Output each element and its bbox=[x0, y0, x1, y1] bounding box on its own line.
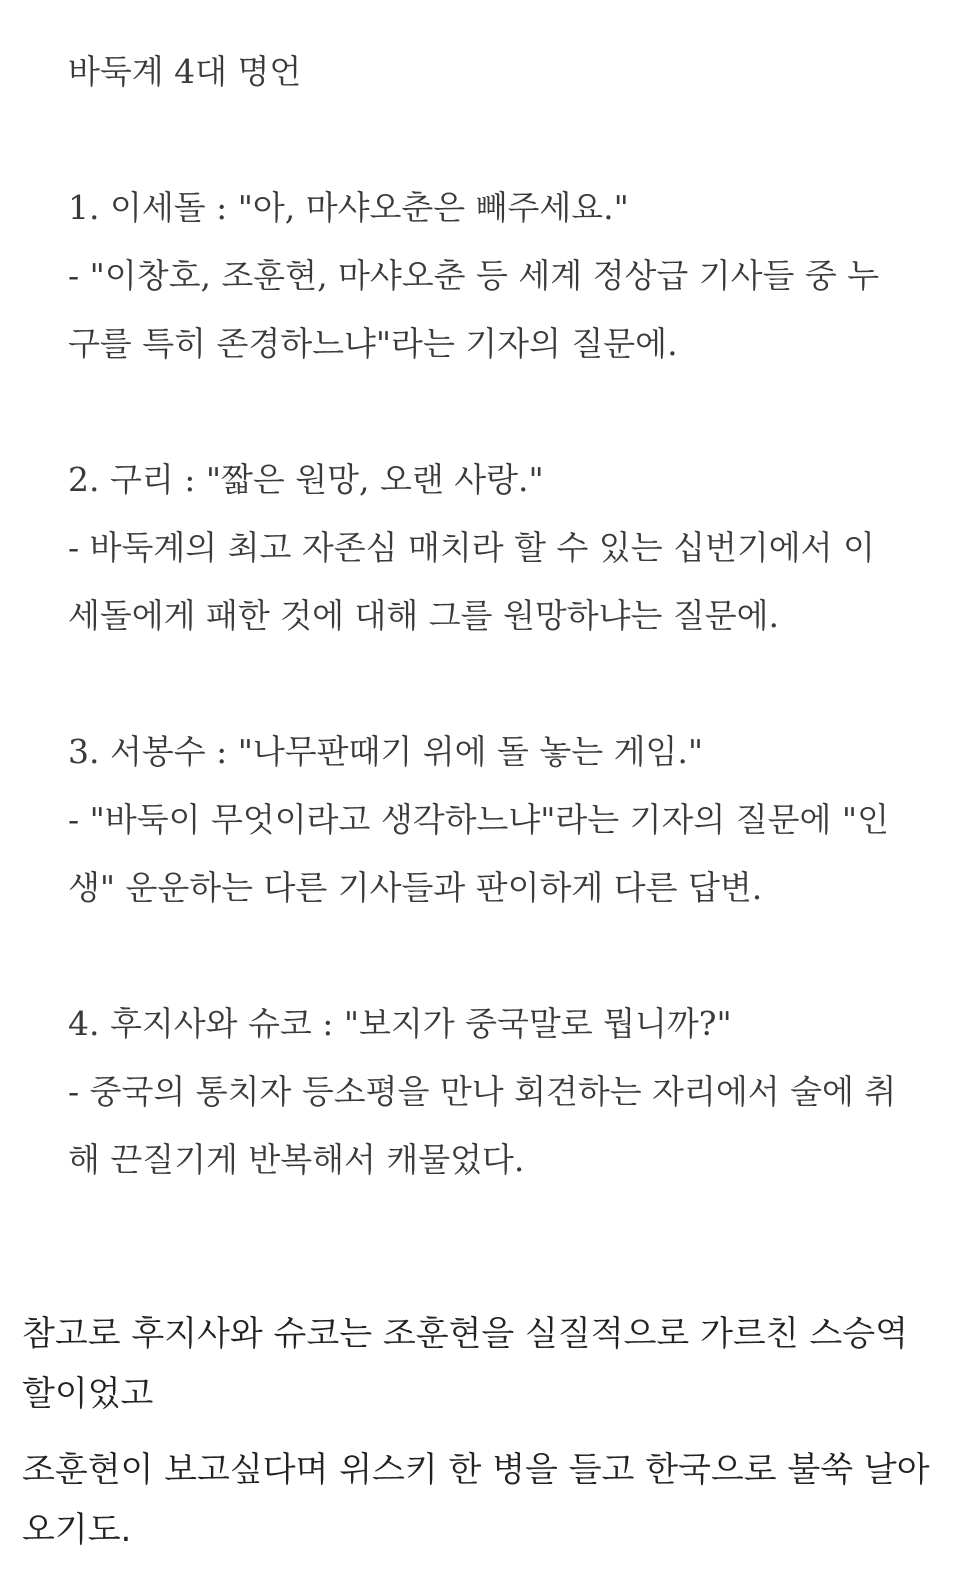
quote-line: 2. 구리 : "짧은 원망, 오랜 사랑." bbox=[68, 460, 544, 499]
quote-explanation: - 바둑계의 최고 자존심 매치라 할 수 있는 십번기에서 이세돌에게 패한 것에 대해 그를 원망하냐는 질문에. bbox=[68, 528, 875, 635]
note-paragraph: 조훈현이 보고싶다며 위스키 한 병을 들고 한국으로 불쑥 날아오기도. bbox=[22, 1450, 930, 1550]
quote-line: 3. 서봉수 : "나무판때기 위에 돌 놓는 게임." bbox=[68, 732, 704, 771]
quote-item-3 bbox=[68, 718, 898, 922]
article-title: 바둑계 4대 명언 bbox=[68, 52, 302, 91]
quote-line: 4. 후지사와 슈코 : "보지가 중국말로 뭡니까?" bbox=[68, 1004, 732, 1043]
quote-explanation: - "이창호, 조훈현, 마샤오춘 등 세계 정상급 기사들 중 누구를 특히 존경하느냐"라는 기자의 질문에. bbox=[68, 256, 880, 363]
quote-block bbox=[68, 38, 898, 1262]
quote-item-2 bbox=[68, 446, 898, 650]
quote-line: 1. 이세돌 : "아, 마샤오춘은 빼주세요." bbox=[68, 188, 629, 227]
quote-item-4 bbox=[68, 990, 898, 1194]
note-paragraph: 참고로 후지사와 슈코는 조훈현을 실질적으로 가르친 스승역할이었고 bbox=[22, 1314, 908, 1414]
quote-explanation: - 중국의 통치자 등소평을 만나 회견하는 자리에서 술에 취해 끈질기게 반복해서 캐물었다. bbox=[68, 1072, 897, 1179]
note-block bbox=[22, 1304, 932, 1576]
quote-item-1 bbox=[68, 174, 898, 378]
quote-explanation: - "바둑이 무엇이라고 생각하느냐"라는 기자의 질문에 "인생" 운운하는 다른 기사들과 판이하게 다른 답변. bbox=[68, 800, 889, 907]
